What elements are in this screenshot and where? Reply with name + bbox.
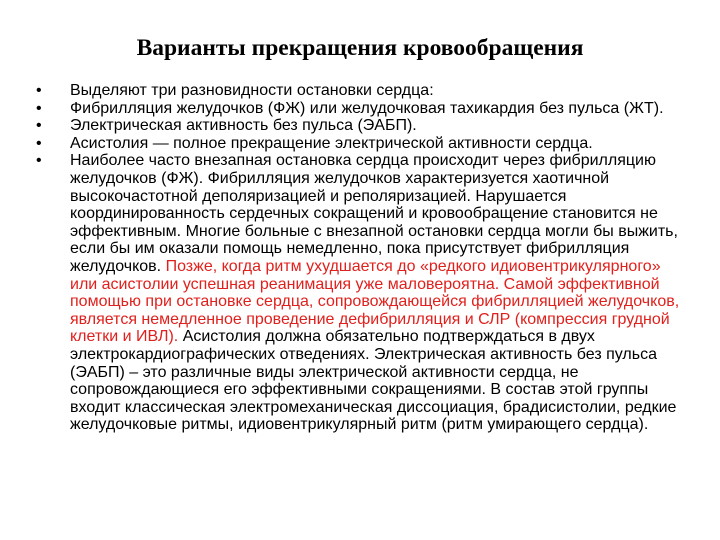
bullet-text-part3: Асистолия должна обязательно подтверждаться в двух электрокардиографических отведениях. Электрическая активность без пульса (ЭАБП) – это различные виды электрической активности сердца, не сопровождающиеся его эффективными сокращениями. В состав этой группы входит классическая электромеханическая диссоциация, брадисистолии, редкие желудочковые ритмы, идиовентрикулярный ритм (ритм умирающего сердца). [70,328,677,434]
list-item [36,135,686,153]
bullet-text-part1: Наиболее часто внезапная остановка сердца происходит через фибрилляцию желудочков (ФЖ). Фибрилляция желудочков характеризуется хаотичной высокочастотной деполяризацией и реполяризацией. Нарушается координированность сердечных сокращений и кровообращение становится не эффективным. Многие больные с внезапной остановки сердца могли бы выжить, если бы им оказали помощь немедленно, пока присутствует фибрилляция желудочков. [70,152,678,275]
bullet-text: Выделяют три разновидности остановки сердца: [70,82,434,99]
bullet-icon: • [36,82,42,99]
list-item [36,117,686,135]
bullet-icon: • [36,99,42,117]
bullet-text-highlight: Позже, когда ритм ухудшается до «редкого идиовентрикулярного» или асистолии успешная реанимация уже маловероятна. Самой эффективной помощью при остановке сердца, сопровождающейся фибрилляцией желудочков, является немедленное проведение дефибрилляция и СЛР (компрессия грудной клетки и ИВЛ). [70,257,680,346]
list-item [36,82,686,100]
bullet-icon: • [36,152,42,170]
bullet-text: Электрическая активность без пульса (ЭАБП). [70,117,417,135]
slide-title: Варианты прекращения кровообращения [136,35,584,61]
list-item [36,152,686,434]
bullet-list [36,82,686,434]
bullet-icon: • [36,117,42,135]
bullet-text: Фибрилляция желудочков (ФЖ) или желудочковая тахикардия без пульса (ЖТ). [70,99,664,117]
bullet-icon: • [36,134,42,152]
list-item [36,100,686,118]
bullet-text: Асистолия — полное прекращение электрической активности сердца. [70,134,593,152]
